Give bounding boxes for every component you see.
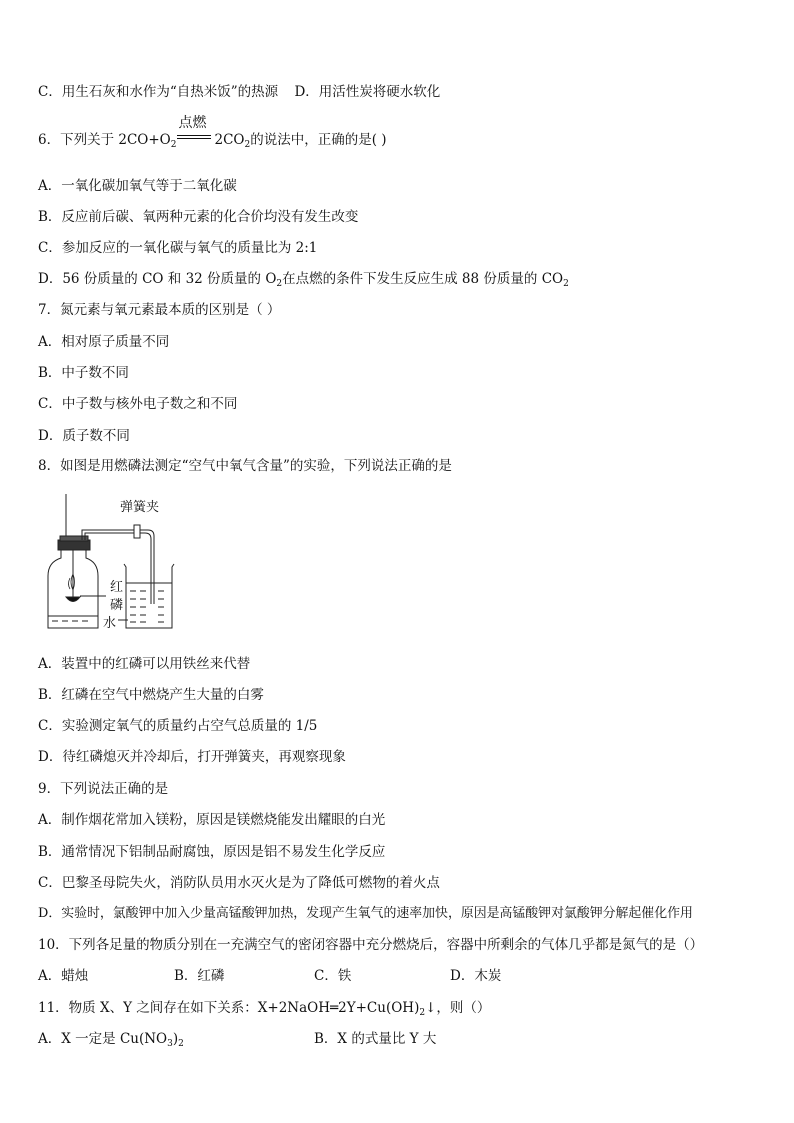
- q5-option-d: D．用活性炭将硬水软化: [294, 84, 441, 100]
- q10-option-d: D．木炭: [450, 968, 502, 984]
- q11-option-a-sub1: 3: [167, 1039, 173, 1049]
- phosphorus-label: 磷: [110, 598, 124, 613]
- q11-stem-pre: 11．物质 X、Y 之间存在如下关系：X+2NaOH═2Y+Cu(OH): [38, 1000, 420, 1016]
- q8-option-a: A．装置中的红磷可以用铁丝来代替: [38, 656, 251, 672]
- clamp-label: 弹簧夹: [120, 500, 160, 515]
- q6-stem: [38, 115, 387, 154]
- red-label: 红: [110, 580, 124, 595]
- q11-stem: [38, 999, 490, 1022]
- q10-option-a: A．蜡烛: [38, 968, 89, 984]
- q11-option-a-pre: A．X 一定是 Cu(NO: [38, 1031, 168, 1047]
- q8-option-c: C．实验测定氧气的质量约占空气总质量的 1/5: [38, 718, 318, 734]
- q7-stem: 7．氮元素与氧元素最本质的区别是（ ）: [38, 302, 281, 318]
- q6-option-d-mid: 在点燃的条件下发生反应生成 88 份质量的 CO: [282, 271, 564, 287]
- q8-option-d: D．待红磷熄灭并冷却后，打开弹簧夹，再观察现象: [38, 749, 346, 765]
- q6-stem-suffix: 的说法中，正确的是( ): [250, 132, 387, 148]
- q11-option-a-sub2: 2: [178, 1039, 184, 1049]
- q6-stem-prefix: 6．下列关于 2CO+O: [38, 132, 171, 148]
- q7-option-b: B．中子数不同: [38, 365, 129, 381]
- q9-option-a: A．制作烟花常加入镁粉，原因是镁燃烧能发出耀眼的白光: [38, 812, 386, 828]
- q8-option-b: B．红磷在空气中燃烧产生大量的白雾: [38, 687, 264, 703]
- q8-stem: 8．如图是用燃磷法测定“空气中氧气含量”的实验，下列说法正确的是: [38, 458, 452, 474]
- q9-option-c: C．巴黎圣母院失火，消防队员用水灭火是为了降低可燃物的着火点: [38, 875, 440, 891]
- q10-option-c: C．铁: [314, 968, 352, 984]
- q7-option-a: A．相对原子质量不同: [38, 334, 170, 350]
- q5-option-c: C．用生石灰和水作为“自热米饭”的热源: [38, 84, 279, 100]
- q10-options: [38, 967, 501, 985]
- q11-option-b: B．X 的式量比 Y 大: [314, 1031, 437, 1047]
- q6-o2-subscript: 2: [170, 140, 177, 150]
- q6-co2-subscript: 2: [244, 140, 251, 150]
- q10-option-b: B．红磷: [174, 968, 225, 984]
- q9-option-d: D．实验时，氯酸钾中加入少量高锰酸钾加热，发现产生氧气的速率加快，原因是高锰酸钾对氯酸钾分解起催化作用: [38, 906, 693, 921]
- q11-options: [38, 1030, 436, 1053]
- phosphorus-experiment-diagram: [40, 494, 180, 634]
- q7-option-c: C．中子数与核外电子数之和不同: [38, 396, 238, 412]
- q6-option-a: A．一氧化碳加氧气等于二氧化碳: [38, 178, 237, 194]
- reaction-condition: 点燃: [178, 115, 207, 131]
- q6-option-c: C．参加反应的一氧化碳与氧气的质量比为 2:1: [38, 240, 318, 256]
- q10-stem: 10．下列各足量的物质分别在一充满空气的密闭容器中充分燃烧后，容器中所剩余的气体几乎都是氮气的是（）: [38, 937, 704, 953]
- q6-option-d-sub1: 2: [276, 279, 283, 289]
- q11-stem-post: ↓，则（）: [425, 1000, 491, 1016]
- q7-option-d: D．质子数不同: [38, 428, 130, 444]
- q6-option-b: B．反应前后碳、氧两种元素的化合价均没有发生改变: [38, 209, 359, 225]
- water-label: 水: [103, 616, 117, 631]
- q6-option-d-pre: D．56 份质量的 CO 和 32 份质量的 O: [38, 271, 277, 287]
- q6-option-d: [38, 270, 569, 293]
- q11-option-a: [38, 1030, 314, 1053]
- reaction-condition-arrow: [177, 115, 213, 144]
- q5-options: [38, 83, 440, 101]
- q9-option-b: B．通常情况下铝制品耐腐蚀，原因是铝不易发生化学反应: [38, 844, 386, 860]
- q6-option-d-sub2: 2: [563, 279, 569, 289]
- q11-stem-sub: 2: [419, 1008, 426, 1018]
- q6-product: 2CO: [214, 132, 245, 148]
- q11-option-a-mid: ): [172, 1031, 179, 1047]
- q9-stem: 9．下列说法正确的是: [38, 781, 169, 797]
